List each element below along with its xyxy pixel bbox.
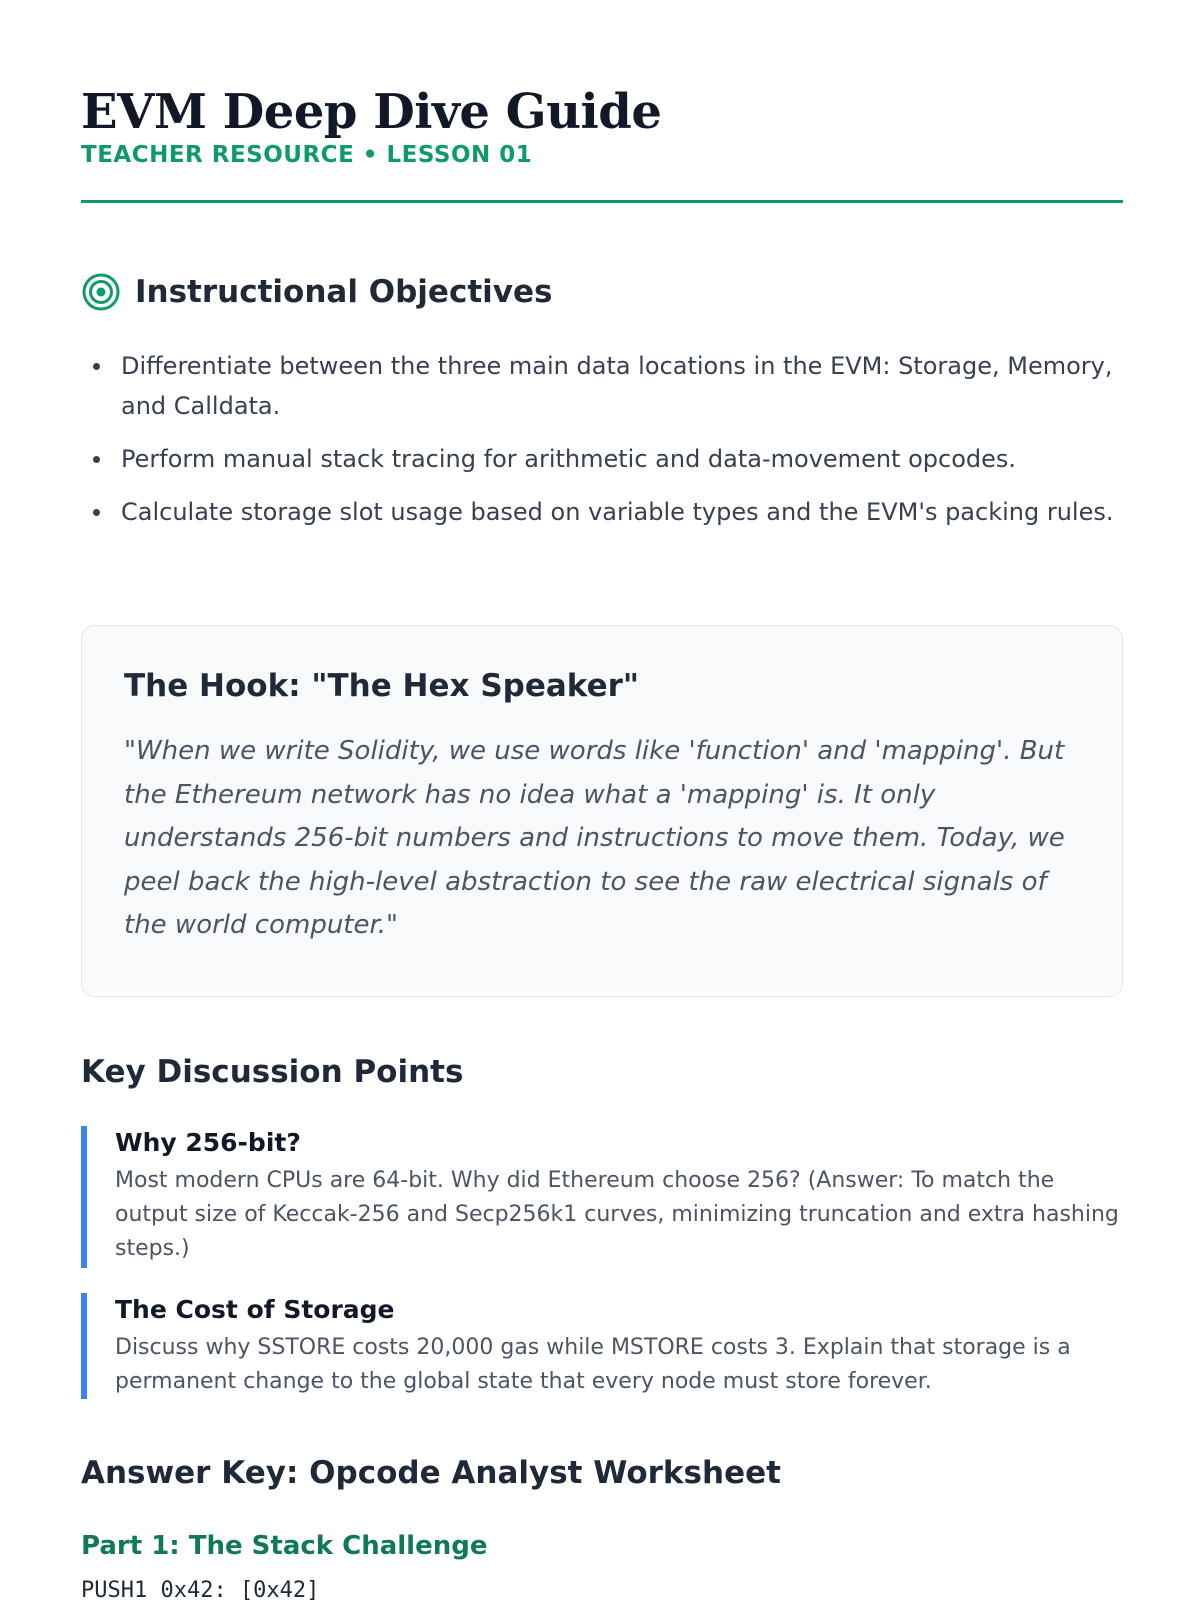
discussion-point-title: Why 256-bit? xyxy=(115,1128,301,1157)
objectives-list xyxy=(81,346,1121,545)
stack-trace-line: PUSH1 0x42: [0x42] xyxy=(81,1578,320,1603)
objective-item: Differentiate between the three main data locations in the EVM: Storage, Memory, and Calldata. xyxy=(81,346,1121,426)
objectives-heading: Instructional Objectives xyxy=(135,274,553,310)
target-icon xyxy=(81,272,121,312)
discussion-point-title: The Cost of Storage xyxy=(115,1295,395,1324)
discussion-point xyxy=(81,1293,1123,1399)
answer-key-heading: Answer Key: Opcode Analyst Worksheet xyxy=(81,1455,781,1491)
page-subtitle: TEACHER RESOURCE • LESSON 01 xyxy=(81,142,533,168)
discussion-point-body: Most modern CPUs are 64-bit. Why did Ethereum choose 256? (Answer: To match the output size of Keccak-256 and Secp256k1 curves, minimizing truncation and extra hashing steps.) xyxy=(115,1168,1119,1261)
hook-heading: The Hook: "The Hex Speaker" xyxy=(124,668,640,704)
hook-quote: "When we write Solidity, we use words like 'function' and 'mapping'. But the Ethereum network has no idea what a 'mapping' is. It only understands 256-bit numbers and instructions to move them. Today, we peel back the high-level abstraction to see the raw electrical signals of the world computer." xyxy=(124,736,1065,940)
part1-heading: Part 1: The Stack Challenge xyxy=(81,1531,488,1561)
hook-card xyxy=(81,625,1123,997)
objective-item: Calculate storage slot usage based on variable types and the EVM's packing rules. xyxy=(81,492,1121,532)
discussion-heading: Key Discussion Points xyxy=(81,1054,464,1090)
page-title: EVM Deep Dive Guide xyxy=(81,84,662,140)
objective-item: Perform manual stack tracing for arithmetic and data-movement opcodes. xyxy=(81,439,1121,479)
discussion-point-body: Discuss why SSTORE costs 20,000 gas while MSTORE costs 3. Explain that storage is a permanent change to the global state that every node must store forever. xyxy=(115,1335,1071,1394)
objectives-heading-row xyxy=(81,272,552,312)
header-divider xyxy=(81,200,1123,203)
discussion-point xyxy=(81,1126,1123,1268)
